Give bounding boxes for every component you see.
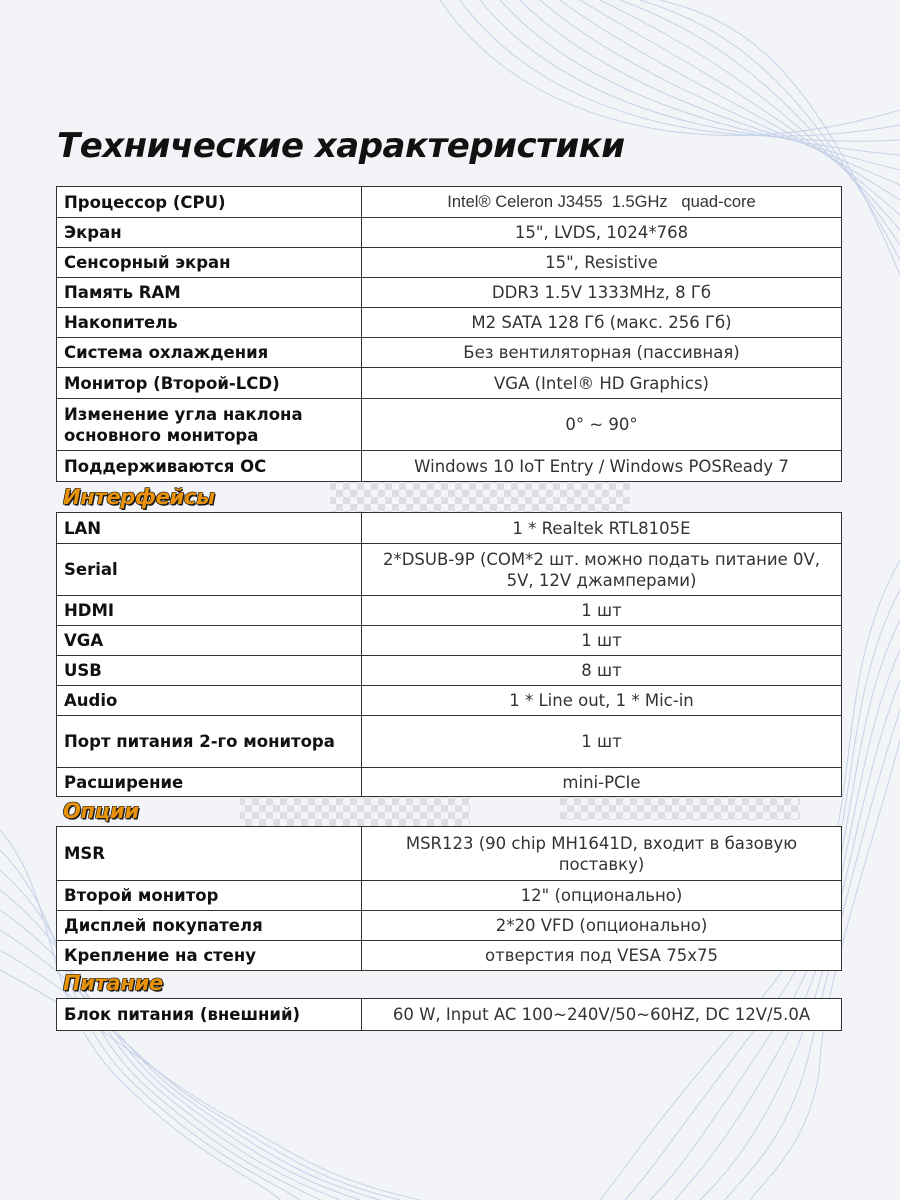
spec-key: MSR bbox=[57, 827, 362, 881]
spec-key: Второй монитор bbox=[57, 881, 362, 911]
spec-value: 1 * Realtek RTL8105E bbox=[362, 513, 842, 544]
page-title: Технические характеристики bbox=[57, 126, 625, 166]
table-row bbox=[57, 768, 842, 797]
options-table bbox=[56, 826, 842, 971]
table-row bbox=[57, 513, 842, 544]
spec-key: Монитор (Второй-LCD) bbox=[57, 368, 362, 399]
table-row bbox=[57, 686, 842, 716]
spec-value: 1 шт bbox=[362, 626, 842, 656]
section-title-options: Опции bbox=[63, 799, 139, 823]
spec-key: Процессор (CPU) bbox=[57, 187, 362, 218]
section-title-power: Питание bbox=[63, 971, 163, 995]
spec-value: 0° ~ 90° bbox=[362, 399, 842, 451]
spec-key: Система охлаждения bbox=[57, 338, 362, 368]
spec-key: Экран bbox=[57, 218, 362, 248]
spec-key: Расширение bbox=[57, 768, 362, 797]
spec-value: mini-PCIe bbox=[362, 768, 842, 797]
table-row bbox=[57, 218, 842, 248]
spec-key: Изменение угла наклона основного монитора bbox=[57, 399, 362, 451]
table-row bbox=[57, 626, 842, 656]
spec-value: 15", Resistive bbox=[362, 248, 842, 278]
table-row bbox=[57, 911, 842, 941]
spec-key: HDMI bbox=[57, 596, 362, 626]
table-row bbox=[57, 248, 842, 278]
spec-key: Audio bbox=[57, 686, 362, 716]
table-row bbox=[57, 941, 842, 971]
table-row bbox=[57, 308, 842, 338]
table-row bbox=[57, 881, 842, 911]
spec-value: 2*20 VFD (опционально) bbox=[362, 911, 842, 941]
spec-value: 12" (опционально) bbox=[362, 881, 842, 911]
interfaces-table bbox=[56, 512, 842, 797]
table-row bbox=[57, 656, 842, 686]
spec-key: Порт питания 2-го монитора bbox=[57, 716, 362, 768]
table-row bbox=[57, 187, 842, 218]
table-row bbox=[57, 338, 842, 368]
spec-value: 1 шт bbox=[362, 596, 842, 626]
spec-value: Без вентиляторная (пассивная) bbox=[362, 338, 842, 368]
spec-key: Блок питания (внешний) bbox=[57, 999, 362, 1031]
table-row bbox=[57, 368, 842, 399]
spec-value: 15", LVDS, 1024*768 bbox=[362, 218, 842, 248]
table-row bbox=[57, 278, 842, 308]
spec-key: Накопитель bbox=[57, 308, 362, 338]
spec-key: LAN bbox=[57, 513, 362, 544]
spec-key: Serial bbox=[57, 544, 362, 596]
spec-key: Поддерживаются ОС bbox=[57, 451, 362, 482]
spec-key: Крепление на стену bbox=[57, 941, 362, 971]
spec-value: Windows 10 IoT Entry / Windows POSReady 7 bbox=[362, 451, 842, 482]
main-spec-table bbox=[56, 186, 842, 482]
spec-value: Intel® Celeron J3455 1.5GHz quad-core bbox=[362, 187, 842, 218]
spec-value: 8 шт bbox=[362, 656, 842, 686]
spec-value: DDR3 1.5V 1333MHz, 8 Гб bbox=[362, 278, 842, 308]
spec-value: M2 SATA 128 Гб (макс. 256 Гб) bbox=[362, 308, 842, 338]
spec-value: VGA (Intel® HD Graphics) bbox=[362, 368, 842, 399]
spec-value: отверстия под VESA 75x75 bbox=[362, 941, 842, 971]
spec-value: 1 шт bbox=[362, 716, 842, 768]
table-row bbox=[57, 716, 842, 768]
spec-key: Дисплей покупателя bbox=[57, 911, 362, 941]
section-title-interfaces: Интерфейсы bbox=[63, 485, 215, 509]
table-row bbox=[57, 596, 842, 626]
table-row bbox=[57, 999, 842, 1031]
spec-key: Память RAM bbox=[57, 278, 362, 308]
spec-value: 2*DSUB-9P (COM*2 шт. можно подать питание 0V, 5V, 12V джамперами) bbox=[362, 544, 842, 596]
spec-value: 1 * Line out, 1 * Mic-in bbox=[362, 686, 842, 716]
spec-value: MSR123 (90 chip MH1641D, входит в базовую поставку) bbox=[362, 827, 842, 881]
spec-key: VGA bbox=[57, 626, 362, 656]
spec-value: 60 W, Input AC 100~240V/50~60HZ, DC 12V/5.0A bbox=[362, 999, 842, 1031]
spec-key: USB bbox=[57, 656, 362, 686]
power-table bbox=[56, 998, 842, 1031]
table-row bbox=[57, 544, 842, 596]
table-row bbox=[57, 451, 842, 482]
table-row bbox=[57, 399, 842, 451]
spec-key: Сенсорный экран bbox=[57, 248, 362, 278]
table-row bbox=[57, 827, 842, 881]
